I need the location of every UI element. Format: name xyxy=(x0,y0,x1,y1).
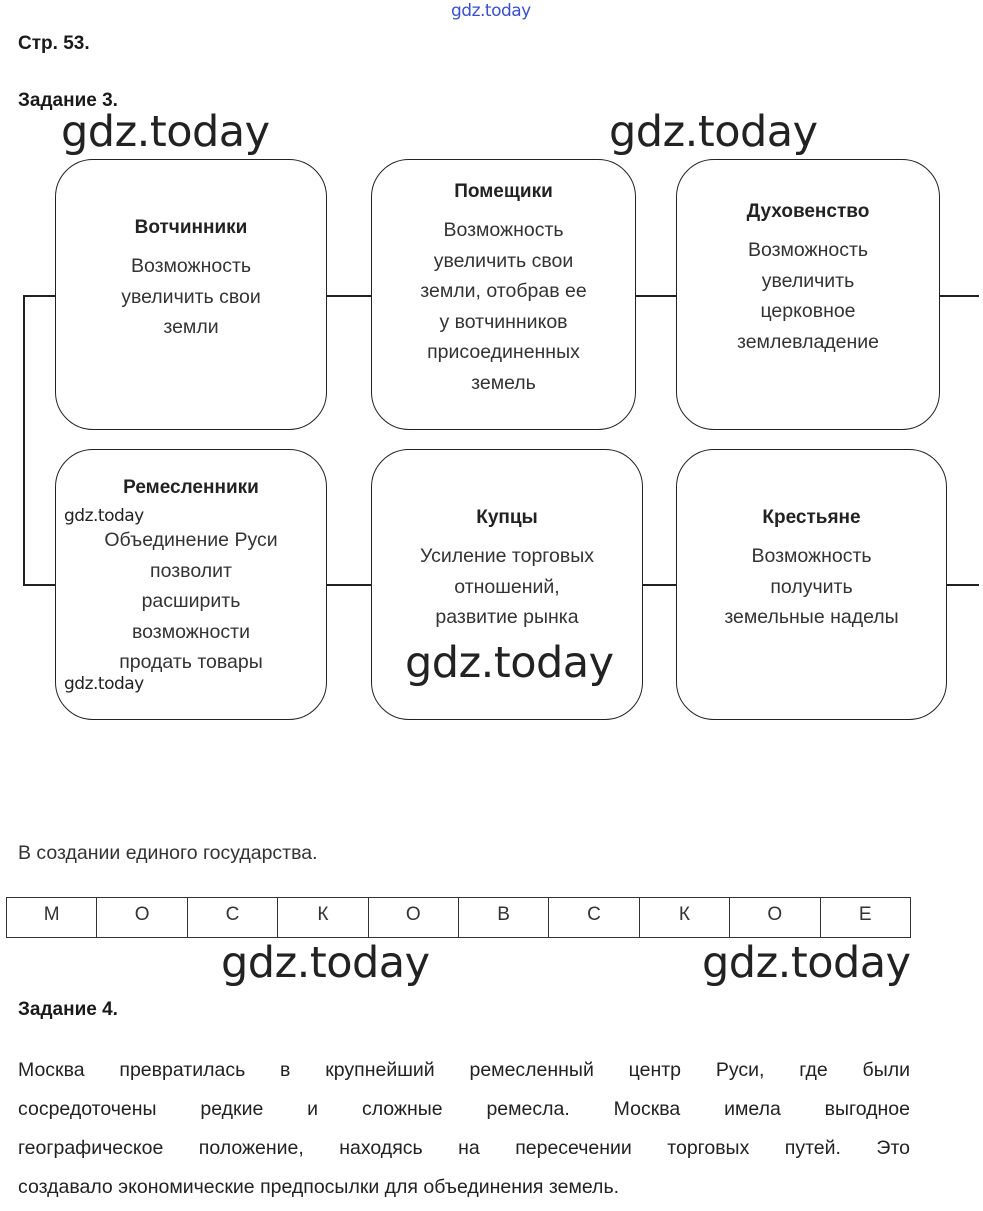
box-title: Ремесленники xyxy=(123,477,259,498)
watermark-1: gdz.today xyxy=(61,107,270,157)
connector-line xyxy=(635,295,677,297)
connector-line xyxy=(939,295,979,297)
box-text: Возможность увеличить свои земли xyxy=(121,255,261,338)
box-dukhovenstvo xyxy=(676,159,940,430)
watermark-small-2: gdz.today xyxy=(64,674,144,694)
letter-cell: О xyxy=(729,897,820,938)
box-text: Объединение Руси позволит расширить возможности продать товары xyxy=(104,529,278,673)
top-watermark: gdz.today xyxy=(451,1,531,21)
connector-line xyxy=(23,295,57,297)
page-label: Стр. 53. xyxy=(18,33,90,54)
task4-line: географическое положение, находясь на пересечении торговых путей. Это xyxy=(18,1137,910,1159)
task4-line: сосредоточены редкие и сложные ремесла. Москва имела выгодное xyxy=(18,1098,910,1120)
connector-line xyxy=(23,295,25,585)
box-votchinniki xyxy=(55,159,327,430)
letter-cell: С xyxy=(548,897,639,938)
watermark-4: gdz.today xyxy=(221,938,430,988)
letter-cell: В xyxy=(458,897,549,938)
box-pomeshchiki xyxy=(371,159,636,430)
task3-heading: Задание 3. xyxy=(18,90,118,111)
box-krestyane xyxy=(676,449,947,720)
letter-cell: М xyxy=(6,897,97,938)
letter-cell: К xyxy=(639,897,730,938)
connector-line xyxy=(946,584,979,586)
watermark-5: gdz.today xyxy=(702,938,911,988)
letter-cell: О xyxy=(368,897,459,938)
letter-cell: О xyxy=(96,897,187,938)
connector-line xyxy=(642,584,677,586)
watermark-3: gdz.today xyxy=(405,638,614,688)
watermark-small-1: gdz.today xyxy=(64,506,144,526)
box-title: Вотчинники xyxy=(134,217,248,238)
letter-cell: Е xyxy=(820,897,911,938)
box-title: Крестьяне xyxy=(762,507,861,528)
task4-line: создавало экономические предпосылки для объединения земель. xyxy=(18,1176,620,1198)
box-title: Купцы xyxy=(476,507,538,528)
connector-line xyxy=(23,584,57,586)
watermark-2: gdz.today xyxy=(609,107,818,157)
box-text: Возможность увеличить церковное землевладение xyxy=(736,239,880,353)
letter-row xyxy=(7,897,911,938)
box-title: Духовенство xyxy=(746,201,870,222)
letter-cell: К xyxy=(277,897,368,938)
box-text: Усиление торговых отношений, развитие рынка xyxy=(420,545,594,628)
letter-cell: С xyxy=(187,897,278,938)
task4-line: Москва превратилась в крупнейший ремесленный центр Руси, где были xyxy=(18,1059,910,1081)
connector-line xyxy=(326,584,372,586)
task4-heading: Задание 4. xyxy=(18,999,118,1020)
box-text: Возможность получить земельные наделы xyxy=(724,545,899,628)
box-text: Возможность увеличить свои земли, отобрав ее у вотчинников присоединенных земель xyxy=(420,219,587,394)
connector-line xyxy=(326,295,372,297)
answer-text: В создании единого государства. xyxy=(18,842,318,864)
box-title: Помещики xyxy=(454,181,553,202)
